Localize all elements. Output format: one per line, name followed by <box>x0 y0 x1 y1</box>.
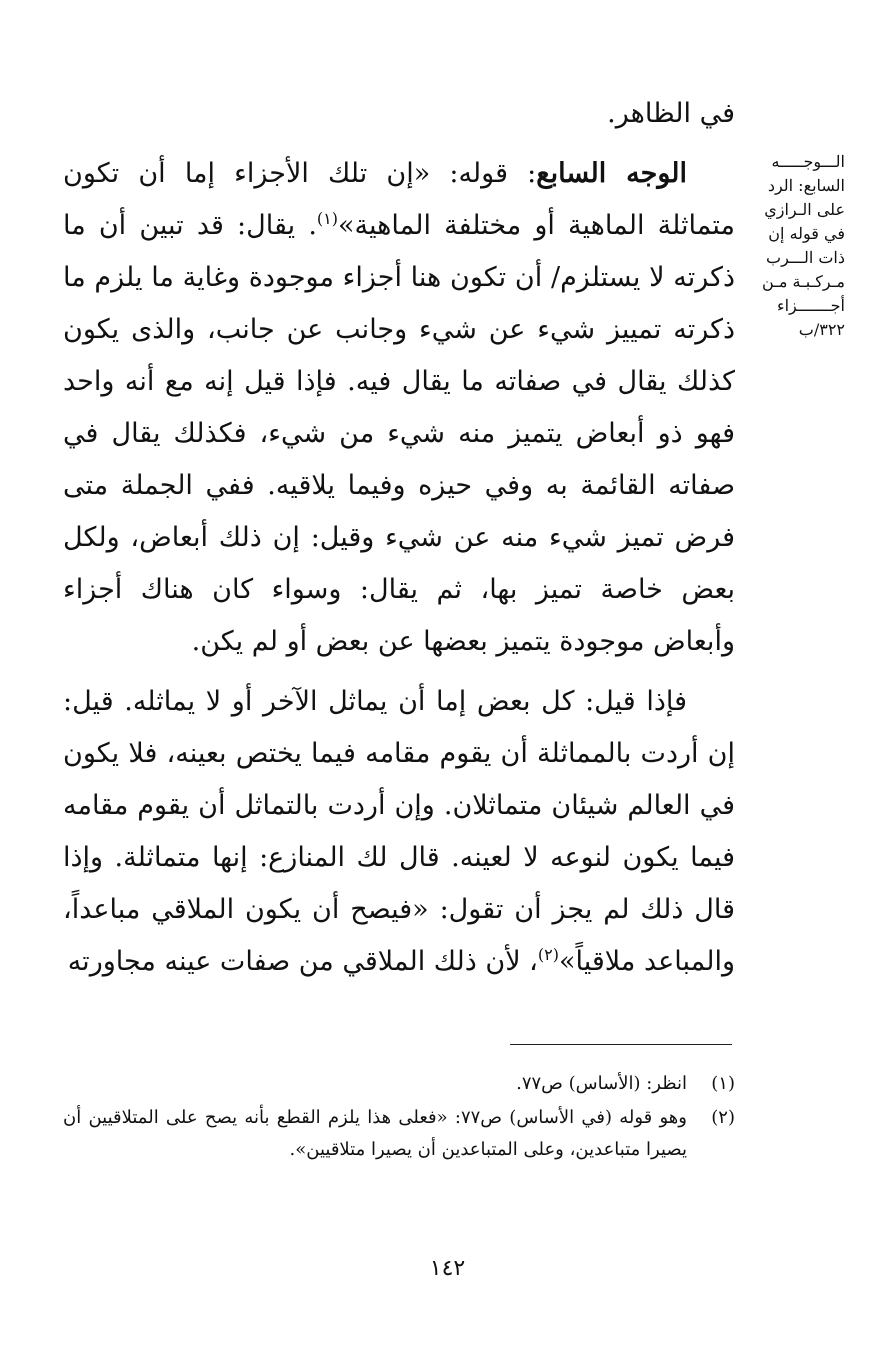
margin-note-line: الـــوجـــــه <box>771 152 845 171</box>
margin-note-line: مـركـبـة مـن <box>761 272 845 291</box>
paragraph-text: . يقال: قد تبين أن ما ذكرته لا يستلزم/ أن تكون هنا أجزاء موجودة وغاية ما يلزم ما ذكرته تمييز شيء عن شيء وجانب عن جانب، والذى يكون كذلك يقال في صفاته ما يقال فيه. فإذا قيل إنه مع أنه واحد فهو ذو أبعاض يتميز منه شيء من شيء، فكذلك يقال في صفاته القائمة به وفي حيزه وفيما يلاقيه. ففي الجملة متى فرض تميز شيء منه عن شيء وقيل: إن ذلك أبعاض، ولكل بعض خاصة تميز بها، ثم يقال: وسواء كان هناك أجزاء وأبعاض موجودة يتميز بعضها عن بعض أو لم يكن. <box>63 210 735 657</box>
margin-note-line: ٣٢٢/ب <box>798 320 845 339</box>
footnote-number: (٢) <box>711 1107 735 1128</box>
section-heading: الوجه السابع <box>536 158 687 189</box>
footnote-reference: (٢) <box>537 945 559 964</box>
footnote-number: (١) <box>711 1073 735 1094</box>
footnote <box>63 1068 735 1100</box>
intro-line: في الظاهر. <box>607 98 735 129</box>
margin-note-line: على الـرازي <box>764 200 845 219</box>
main-text <box>63 88 735 988</box>
footnote-text: انظر: (الأساس) ص٧٧. <box>516 1073 687 1094</box>
footnote-text: وهو قوله (في الأساس) ص٧٧: «فعلى هذا يلزم القطع بأنه يصح على المتلاقيين أن يصيرا متباعدين، وعلى المتباعدين أن يصيرا متلاقيين». <box>63 1107 687 1160</box>
margin-note-line: في قوله إن <box>768 224 845 243</box>
margin-note-line: ذات الـــرب <box>766 248 845 267</box>
paragraph-seventh-aspect <box>63 148 735 668</box>
footnote-reference: (١) <box>316 209 338 228</box>
page-number: ١٤٢ <box>429 1256 466 1281</box>
paragraph-text: فإذا قيل: كل بعض إما أن يماثل الآخر أو لا يماثله. قيل: إن أردت بالمماثلة أن يقوم مقامه فيما يختص بعينه، فلا يكون في العالم شيئان متماثلان. وإن أردت بالتماثل أن يقوم مقامه فيما يكون لنوعه لا لعينه. قال لك المنازع: إنها متماثلة. وإذا قال ذلك لم يجز أن تقول: «فيصح أن يكون الملاقي مباعداً، والمباعد ملاقياً» <box>63 686 735 977</box>
margin-note <box>755 150 845 342</box>
paragraph-text: ، لأن ذلك الملاقي من صفات عينه مجاورته <box>67 946 538 977</box>
footnote <box>63 1102 735 1166</box>
margin-note-line: السابع: الرد <box>767 176 845 195</box>
margin-note-line: أجـــــــزاء <box>777 296 845 315</box>
footnotes <box>63 1068 735 1168</box>
paragraph-text: : قوله: «إن تلك الأجزاء إما أن تكون متماثلة الماهية أو مختلفة الماهية» <box>63 158 735 241</box>
footnote-separator <box>510 1044 732 1045</box>
paragraph-objection <box>63 676 735 988</box>
